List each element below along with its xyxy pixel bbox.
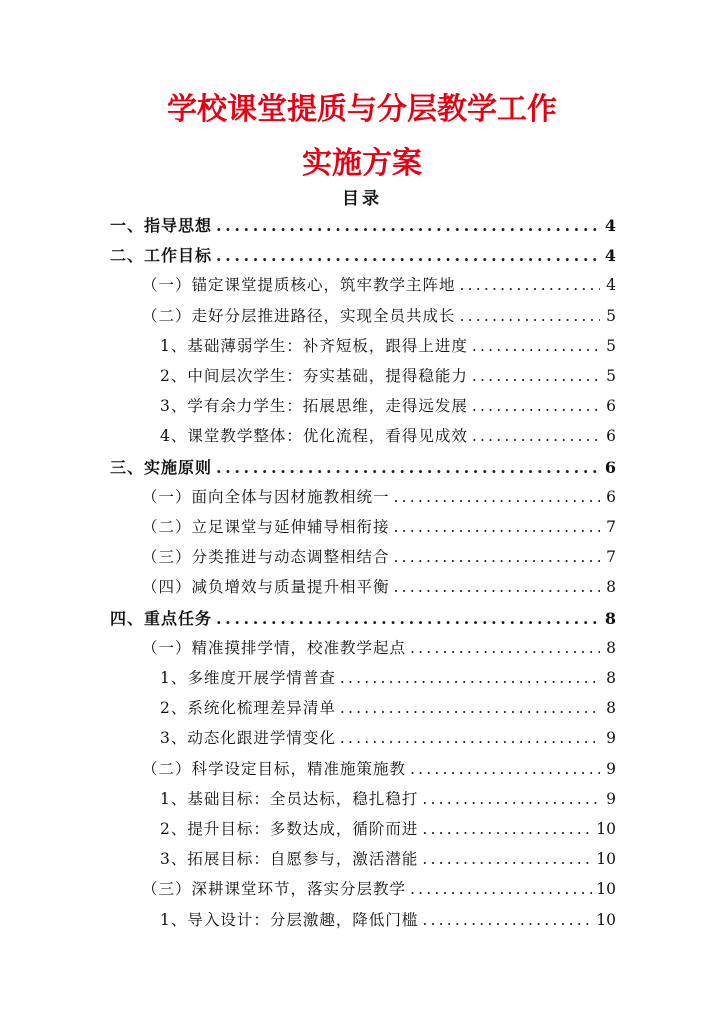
toc-page-number: 5 <box>606 367 616 385</box>
toc-leader-dots <box>216 452 600 483</box>
toc-entry-text: 一、指导思想 <box>110 216 213 235</box>
toc-entry-text: 二、工作目标 <box>110 246 213 266</box>
toc-page-number: 6 <box>606 397 616 416</box>
toc-entry[interactable] <box>142 482 616 513</box>
toc-leader-dots <box>472 391 600 422</box>
toc-leader-dots <box>460 270 600 301</box>
toc-entry[interactable] <box>160 391 616 422</box>
toc-entry[interactable] <box>142 633 616 664</box>
toc-leader-dots <box>410 874 592 905</box>
toc-entry-text: （三）分类推进与动态调整相结合 <box>142 548 390 567</box>
toc-page-number: 10 <box>596 820 616 838</box>
toc-entry[interactable] <box>160 361 616 392</box>
toc-page-number: 8 <box>606 578 616 597</box>
toc-page-number: 8 <box>606 638 616 657</box>
toc-entry[interactable] <box>160 844 616 875</box>
toc-page-number: 9 <box>606 759 616 778</box>
toc-entry-text: 1、基础目标：全员达标，稳扎稳打 <box>160 789 419 808</box>
toc-entry-text: （四）减负增效与质量提升相平衡 <box>142 578 390 597</box>
toc-entry[interactable] <box>160 663 616 694</box>
toc-leader-dots <box>422 844 592 875</box>
toc-page-number: 6 <box>604 457 616 477</box>
toc-page-number: 8 <box>606 699 616 718</box>
toc-leader-dots <box>422 814 592 845</box>
toc-leader-dots <box>410 754 600 785</box>
toc-entry-text: （二）立足课堂与延伸辅导相衔接 <box>142 518 390 536</box>
toc-entry[interactable] <box>142 270 616 301</box>
toc-heading: 目录 <box>342 189 382 209</box>
toc-leader-dots <box>460 301 600 332</box>
toc-page-number: 10 <box>596 910 616 929</box>
toc-leader-dots <box>472 361 600 392</box>
toc-page-number: 7 <box>606 518 616 536</box>
toc-entry[interactable] <box>110 210 616 241</box>
toc-leader-dots <box>394 512 600 543</box>
toc-entry-text: （一）面向全体与因材施教相统一 <box>142 487 390 506</box>
toc-entry-text: 三、实施原则 <box>110 457 213 477</box>
toc-entry[interactable] <box>142 874 616 905</box>
toc-leader-dots <box>472 331 600 362</box>
toc-entry[interactable] <box>160 784 616 815</box>
toc-leader-dots <box>422 784 600 815</box>
toc-page-number: 8 <box>604 608 616 628</box>
toc-leader-dots <box>394 572 600 603</box>
toc-leader-dots <box>216 603 600 634</box>
toc-page-number: 10 <box>596 850 616 869</box>
toc-entry-text: 2、中间层次学生：夯实基础，提得稳能力 <box>160 367 468 385</box>
toc-entry-text: 3、学有余力学生：拓展思维，走得远发展 <box>160 397 468 416</box>
toc-entry[interactable] <box>110 603 616 634</box>
toc-leader-dots <box>394 542 600 573</box>
toc-entry[interactable] <box>160 905 616 936</box>
toc-entry[interactable] <box>160 421 616 452</box>
toc-page-number: 5 <box>606 336 616 355</box>
document-title-line1: 学校课堂提质与分层教学工作 <box>167 92 557 127</box>
toc-page-number: 7 <box>606 548 616 567</box>
toc-entry[interactable] <box>160 723 616 754</box>
toc-page-number: 4 <box>604 216 616 235</box>
toc-leader-dots <box>340 693 600 724</box>
toc-entry[interactable] <box>160 814 616 845</box>
toc-entry-text: 1、基础薄弱学生：补齐短板，跟得上进度 <box>160 336 468 355</box>
toc-leader-dots <box>216 240 600 271</box>
toc-page-number: 9 <box>606 789 616 808</box>
toc-page-number: 6 <box>606 427 616 446</box>
toc-entry-text: 3、拓展目标：自愿参与，激活潜能 <box>160 850 419 869</box>
toc-page-number: 4 <box>604 246 616 266</box>
toc-leader-dots <box>394 482 600 513</box>
toc-entry[interactable] <box>160 693 616 724</box>
toc-page-number: 6 <box>606 487 616 506</box>
toc-entry-text: 4、课堂教学整体：优化流程，看得见成效 <box>160 427 468 446</box>
toc-entry[interactable] <box>160 331 616 362</box>
toc-page-number: 9 <box>606 729 616 748</box>
document-title-line2: 实施方案 <box>302 146 422 181</box>
toc-page-number: 5 <box>606 306 616 325</box>
toc-entry-text: （三）深耕课堂环节，落实分层教学 <box>142 880 407 899</box>
toc-entry[interactable] <box>142 542 616 573</box>
toc-leader-dots <box>216 210 600 241</box>
toc-leader-dots <box>422 905 592 936</box>
toc-entry[interactable] <box>110 240 616 271</box>
toc-entry-text: 1、多维度开展学情普查 <box>160 669 336 687</box>
toc-entry[interactable] <box>142 301 616 332</box>
toc-leader-dots <box>410 633 600 664</box>
toc-entry-text: （一）精准摸排学情，校准教学起点 <box>142 638 407 657</box>
toc-entry[interactable] <box>142 512 616 543</box>
toc-entry[interactable] <box>142 572 616 603</box>
toc-page-number: 4 <box>606 276 616 295</box>
toc-entry-text: 3、动态化跟进学情变化 <box>160 729 336 748</box>
toc-page-number: 8 <box>606 669 616 687</box>
toc-page-number: 10 <box>596 880 616 899</box>
toc-entry-text: 四、重点任务 <box>110 608 213 628</box>
toc-entry[interactable] <box>110 452 616 483</box>
toc-entry-text: 2、提升目标：多数达成，循阶而进 <box>160 820 419 838</box>
toc-entry[interactable] <box>142 754 616 785</box>
toc-leader-dots <box>472 421 600 452</box>
toc-entry-text: （二）走好分层推进路径，实现全员共成长 <box>142 306 456 325</box>
toc-leader-dots <box>340 663 600 694</box>
toc-entry-text: 1、导入设计：分层激趣，降低门槛 <box>160 910 419 929</box>
toc-entry-text: 2、系统化梳理差异清单 <box>160 699 336 718</box>
toc-entry-text: （一）锚定课堂提质核心，筑牢教学主阵地 <box>142 276 456 295</box>
toc-leader-dots <box>340 723 600 754</box>
toc-entry-text: （二）科学设定目标，精准施策施教 <box>142 759 407 778</box>
